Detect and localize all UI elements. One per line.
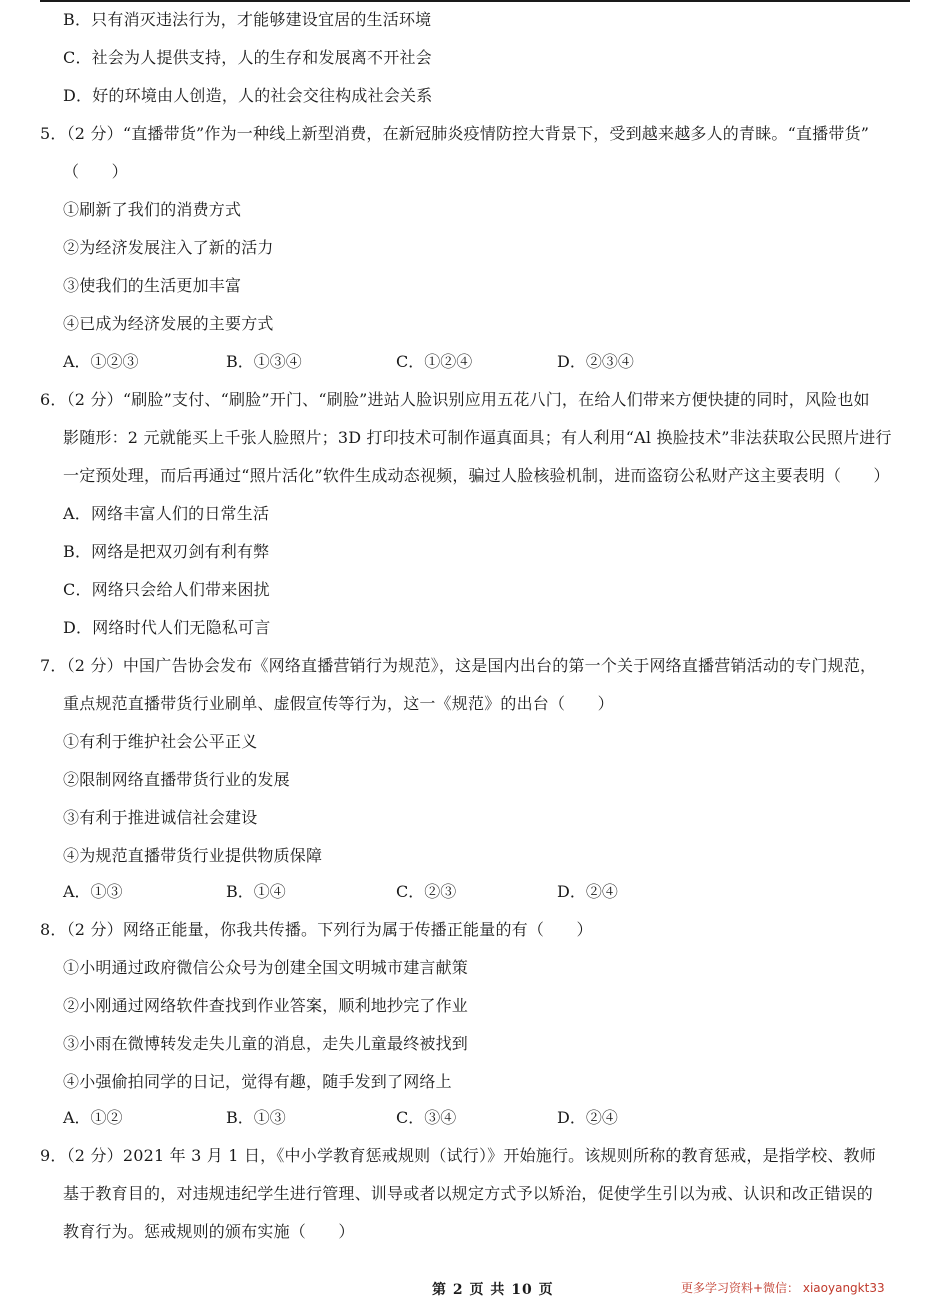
q5-choice-a: A．①②③: [63, 352, 139, 371]
q7-item-3: ③有利于推进诚信社会建设: [63, 808, 258, 827]
q7-item-2: ②限制网络直播带货行业的发展: [63, 770, 290, 789]
option-b: B．只有消灭违法行为，才能够建设宜居的生活环境: [63, 10, 432, 29]
q5-choice-b: B．①③④: [226, 352, 302, 371]
q8-item-1: ①小明通过政府微信公众号为创建全国文明城市建言献策: [63, 958, 469, 977]
q7-choice-c: C．②③: [396, 882, 457, 901]
question-6-stem-cont: 一定预处理，而后再通过“照片活化”软件生成动态视频，骗过人脸核验机制，进而盗窃公私财产这主要表明（ ）: [63, 466, 890, 485]
q6-option-b: B．网络是把双刃剑有利有弊: [63, 542, 270, 561]
option-d: D．好的环境由人创造，人的社会交往构成社会关系: [63, 86, 433, 105]
question-9-stem: 9．（2 分）2021 年 3 月 1 日，《中小学教育惩戒规则（试行）》开始施行。该规则所称的教育惩戒，是指学校、教师: [40, 1146, 876, 1165]
q5-item-1: ①刷新了我们的消费方式: [63, 200, 242, 219]
watermark-text: 更多学习资料+微信： xiaoyangkt33: [681, 1281, 885, 1295]
q5-choice-c: C．①②④: [396, 352, 473, 371]
question-5-stem: 5．（2 分）“直播带货”作为一种线上新型消费，在新冠肺炎疫情防控大背景下，受到越来越多人的青睐。“直播带货”: [40, 124, 870, 143]
q7-item-1: ①有利于维护社会公平正义: [63, 732, 258, 751]
question-6-stem-cont: 影随形：2 元就能买上千张人脸照片；3D 打印技术可制作逼真面具；有人利用“Al 换脸技术”非法获取公民照片进行: [63, 428, 892, 447]
q5-choice-d: D．②③④: [557, 352, 634, 371]
top-rule: [40, 0, 910, 2]
q8-item-4: ④小强偷拍同学的日记，觉得有趣，随手发到了网络上: [63, 1072, 452, 1091]
q8-item-2: ②小刚通过网络软件查找到作业答案，顺利地抄完了作业: [63, 996, 469, 1015]
q7-choice-d: D．②④: [557, 882, 618, 901]
question-8-stem: 8．（2 分）网络正能量，你我共传播。下列行为属于传播正能量的有（ ）: [40, 920, 593, 939]
q7-item-4: ④为规范直播带货行业提供物质保障: [63, 846, 323, 865]
q7-choice-a: A．①③: [63, 882, 123, 901]
q8-choice-a: A．①②: [63, 1108, 123, 1127]
q8-item-3: ③小雨在微博转发走失儿童的消息，走失儿童最终被找到: [63, 1034, 469, 1053]
q7-choice-b: B．①④: [226, 882, 286, 901]
q6-option-a: A．网络丰富人们的日常生活: [63, 504, 270, 523]
q6-option-d: D．网络时代人们无隐私可言: [63, 618, 271, 637]
question-9-stem-cont: 教育行为。惩戒规则的颁布实施（ ）: [63, 1222, 355, 1241]
q8-choice-b: B．①③: [226, 1108, 286, 1127]
question-7-stem: 7．（2 分）中国广告协会发布《网络直播营销行为规范》，这是国内出台的第一个关于网络直播营销活动的专门规范，: [40, 656, 877, 675]
q5-item-3: ③使我们的生活更加丰富: [63, 276, 242, 295]
q8-choice-d: D．②④: [557, 1108, 618, 1127]
q5-item-2: ②为经济发展注入了新的活力: [63, 238, 274, 257]
question-5-stem-cont: （ ）: [63, 162, 128, 181]
option-c: C．社会为人提供支持，人的生存和发展离不开社会: [63, 48, 432, 67]
q6-option-c: C．网络只会给人们带来困扰: [63, 580, 270, 599]
question-9-stem-cont: 基于教育目的，对违规违纪学生进行管理、训导或者以规定方式予以矫治，促使学生引以为戒、认识和改正错误的: [63, 1184, 874, 1203]
q5-item-4: ④已成为经济发展的主要方式: [63, 314, 274, 333]
page-number: 第 2 页 共 10 页: [432, 1282, 554, 1298]
question-7-stem-cont: 重点规范直播带货行业刷单、虚假宣传等行为，这一《规范》的出台（ ）: [63, 694, 614, 713]
q8-choice-c: C．③④: [396, 1108, 457, 1127]
question-6-stem: 6．（2 分）“刷脸”支付、“刷脸”开门、“刷脸”进站人脸识别应用五花八门，在给人们带来方便快捷的同时，风险也如: [40, 390, 870, 409]
